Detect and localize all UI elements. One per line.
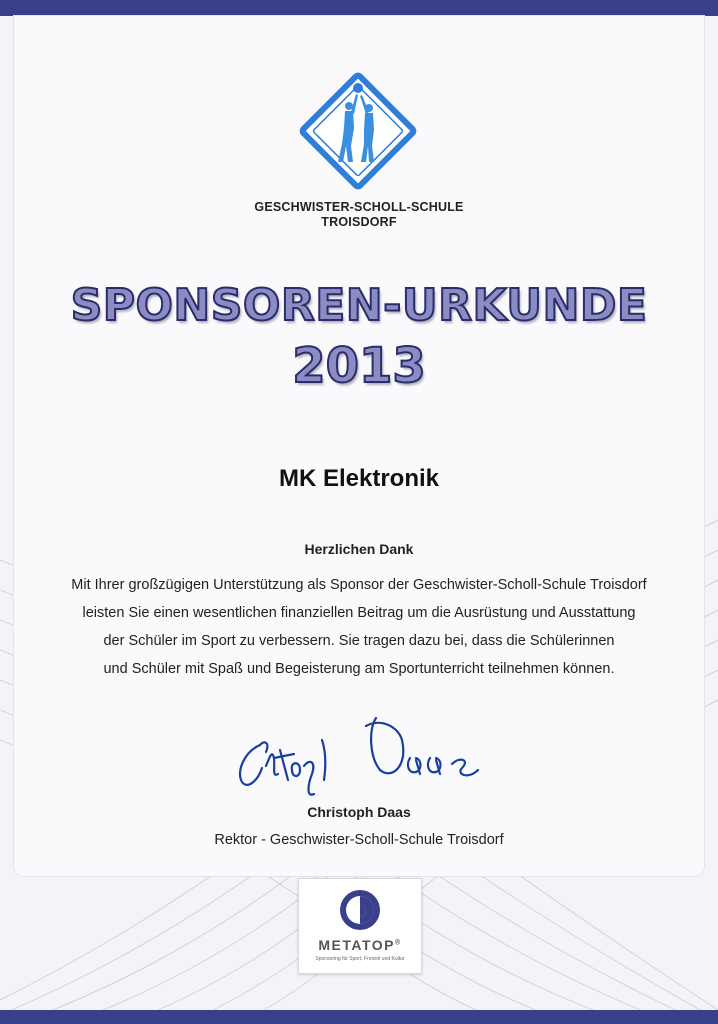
signatory-role: Rektor - Geschwister-Scholl-Schule Troisdorf — [214, 832, 504, 848]
certificate-title: SPONSOREN-URKUNDE — [70, 280, 648, 331]
recipient-name: MK Elektronik — [278, 465, 440, 492]
thanks-body — [40, 571, 678, 683]
registered-mark: ® — [394, 939, 402, 947]
metatop-logo-icon — [337, 887, 383, 933]
body-line: Mit Ihrer großzügigen Unterstützung als Sponsor der Geschwister-Scholl-Schule Troisdorf — [71, 577, 647, 593]
certificate-year: 2013 — [292, 338, 426, 394]
handwritten-signature — [230, 700, 490, 800]
bottom-border-band — [0, 1010, 718, 1024]
top-border-band — [0, 0, 718, 16]
sponsor-brand-text: METATOP — [318, 937, 395, 953]
signatory-name: Christoph Daas — [307, 804, 411, 820]
basketball-players-logo-icon — [293, 66, 423, 196]
body-line: leisten Sie einen wesentlichen finanziellen Beitrag um die Ausrüstung und Ausstattung — [82, 605, 636, 621]
sponsor-brand-name — [299, 937, 421, 953]
school-name-line2: TROISDORF — [321, 215, 397, 229]
body-line: der Schüler im Sport zu verbessern. Sie tragen dazu bei, dass die Schülerinnen — [103, 633, 615, 649]
sponsor-logo-box — [298, 878, 422, 974]
thanks-heading: Herzlichen Dank — [304, 541, 414, 557]
body-line: und Schüler mit Spaß und Begeisterung am Sportunterricht teilnehmen können. — [103, 661, 615, 677]
sponsor-tagline: Sponsoring für Sport, Freizeit und Kultur — [315, 956, 405, 962]
school-name-line1: GESCHWISTER-SCHOLL-SCHULE — [254, 200, 464, 214]
